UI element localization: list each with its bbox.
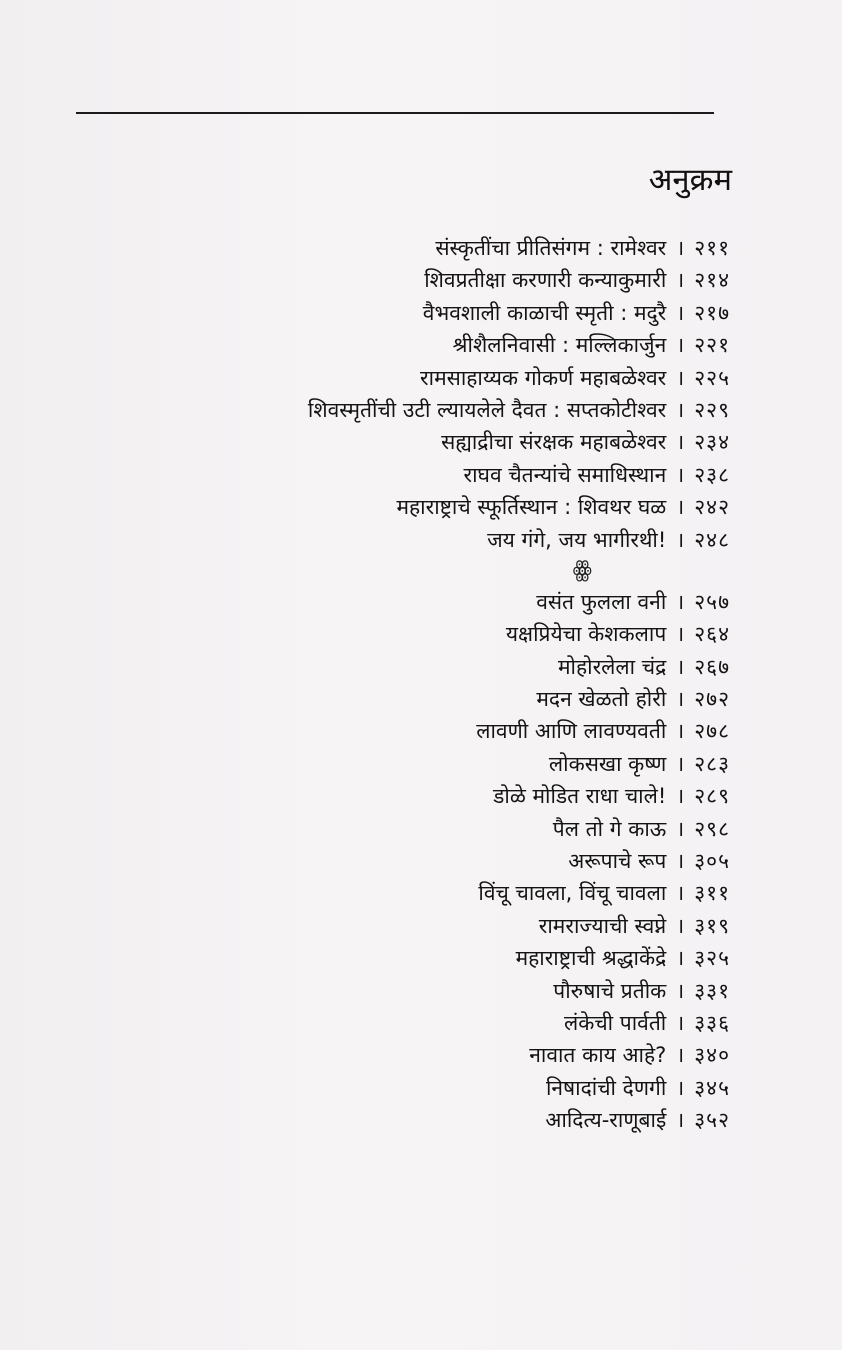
- toc-entry-title: पैल तो गे काऊ: [552, 816, 667, 841]
- toc-entry-title: आदित्य-राणूबाई: [545, 1108, 667, 1133]
- toc-entry-title: सह्याद्रीचा संरक्षक महाबळेश्वर: [441, 430, 667, 455]
- toc-entry-page-number: २७२: [694, 687, 730, 712]
- toc-entry-title: वैभवशाली काळाची स्मृती : मदुरै: [422, 300, 667, 325]
- toc-entry-title: राघव चैतन्यांचे समाधिस्थान: [463, 462, 667, 487]
- toc-entry-page-number: २२९: [694, 397, 730, 422]
- toc-entry-page-number: २११: [694, 236, 730, 260]
- toc-entry-page-number: ३०५: [694, 849, 730, 874]
- toc-entry-separator: ।: [676, 589, 685, 614]
- toc-entry: [90, 975, 730, 1007]
- toc-entry: [90, 1104, 730, 1136]
- toc-entry: [90, 715, 730, 747]
- toc-entry-separator: ।: [676, 495, 685, 520]
- toc-entry-separator: ।: [676, 849, 685, 874]
- toc-entry-page-number: २२१: [694, 333, 730, 358]
- toc-entry-page-number: २८९: [694, 784, 730, 809]
- toc-entry-separator: ।: [676, 654, 685, 679]
- toc-entry: [90, 1072, 730, 1104]
- toc-entry-separator: ।: [676, 1075, 685, 1100]
- toc-entry-page-number: ३५२: [694, 1108, 730, 1133]
- toc-entry-page-number: २४८: [694, 527, 730, 552]
- toc-entry: [90, 297, 730, 329]
- toc-entry-page-number: २६४: [694, 622, 730, 647]
- toc-entry: [90, 524, 730, 556]
- toc-entry-title: वसंत फुलला वनी: [536, 589, 667, 614]
- toc-entry-separator: ।: [676, 881, 685, 906]
- toc-entry-separator: ।: [676, 1108, 685, 1133]
- toc-entry-title: यक्षप्रियेचा केशकलाप: [505, 622, 667, 647]
- toc-entry-separator: ।: [676, 268, 685, 293]
- toc-entry-page-number: २३८: [694, 462, 730, 487]
- toc-entry-separator: ।: [676, 1043, 685, 1068]
- toc-entry-title: महाराष्ट्राचे स्फूर्तिस्थान : शिवथर घळ: [396, 495, 667, 520]
- toc-entry: [90, 1039, 730, 1071]
- toc-entry-separator: ।: [676, 622, 685, 647]
- toc-entry-title: मोहोरलेला चंद्र: [558, 654, 667, 679]
- toc-entry: [90, 942, 730, 974]
- toc-entry: [90, 813, 730, 845]
- toc-entry-page-number: २८३: [694, 751, 730, 776]
- toc-entry: [90, 618, 730, 650]
- toc-entry: [90, 459, 730, 491]
- toc-entry-page-number: २३४: [694, 430, 730, 455]
- toc-entry-title: रामसाहाय्यक गोकर्ण महाबळेश्वर: [420, 365, 667, 390]
- toc-entry-title: लोकसखा कृष्ण: [548, 751, 667, 776]
- toc-entry: [90, 910, 730, 942]
- toc-entry-page-number: ३३१: [694, 978, 730, 1003]
- toc-entry: [90, 845, 730, 877]
- toc-entry-page-number: २९८: [694, 816, 730, 841]
- section-divider-ornament: ꙮ: [572, 557, 592, 583]
- toc-entry-page-number: ३११: [694, 881, 730, 906]
- toc-entry-title: शिवप्रतीक्षा करणारी कन्याकुमारी: [424, 268, 667, 293]
- toc-entry: [90, 329, 730, 361]
- toc-entry-separator: ।: [676, 527, 685, 552]
- toc-entry-page-number: २६७: [694, 654, 730, 679]
- toc-entry-title: डोळे मोडित राधा चाले!: [493, 784, 667, 809]
- toc-entry: [90, 362, 730, 394]
- toc-entry-page-number: २१७: [694, 300, 730, 325]
- table-of-contents: [90, 232, 730, 1137]
- toc-entry-separator: ।: [676, 365, 685, 390]
- toc-entry-title: लावणी आणि लावण्यवती: [476, 719, 667, 744]
- toc-entry-title: पौरुषाचे प्रतीक: [553, 978, 667, 1003]
- toc-entry-title: मदन खेळतो होरी: [536, 687, 667, 712]
- toc-entry-separator: ।: [676, 236, 685, 260]
- toc-entry-page-number: ३२५: [694, 946, 730, 971]
- toc-entry-separator: ।: [676, 751, 685, 776]
- toc-entry-page-number: २४२: [694, 495, 730, 520]
- toc-entry-separator: ।: [676, 978, 685, 1003]
- toc-entry-separator: ।: [676, 333, 685, 358]
- toc-entry-title: लंकेची पार्वती: [563, 1010, 667, 1035]
- toc-entry-page-number: ३४५: [694, 1075, 730, 1100]
- toc-entry-title: शिवस्मृतींची उटी ल्यायलेले दैवत : सप्तकोटीश्वर: [307, 397, 667, 422]
- toc-entry: [90, 780, 730, 812]
- toc-entry: [90, 264, 730, 296]
- toc-entry-title: श्रीशैलनिवासी : मल्लिकार्जुन: [452, 333, 667, 358]
- toc-entry-title: अरूपाचे रूप: [568, 849, 667, 874]
- toc-entry-separator: ।: [676, 397, 685, 422]
- toc-entry-separator: ।: [676, 300, 685, 325]
- toc-entry: [90, 877, 730, 909]
- toc-entry-separator: ।: [676, 1010, 685, 1035]
- toc-entry-page-number: २५७: [694, 589, 730, 614]
- toc-entry-page-number: ३३६: [694, 1010, 730, 1035]
- toc-entry: [90, 586, 730, 618]
- toc-entry-separator: ।: [676, 816, 685, 841]
- toc-entry: [90, 683, 730, 715]
- top-rule: [76, 112, 714, 114]
- toc-entry-page-number: ३१९: [694, 913, 730, 938]
- toc-entry-title: रामराज्याची स्वप्ने: [538, 913, 667, 938]
- toc-entry-page-number: ३४०: [694, 1043, 730, 1068]
- toc-entry-separator: ।: [676, 946, 685, 971]
- toc-entry-page-number: २२५: [694, 365, 730, 390]
- toc-entry: [90, 232, 730, 264]
- toc-entry-title: जय गंगे, जय भागीरथी!: [487, 527, 667, 552]
- toc-entry: [90, 491, 730, 523]
- toc-entry-title: संस्कृतींचा प्रीतिसंगम : रामेश्वर: [435, 236, 667, 260]
- toc-entry-separator: ।: [676, 784, 685, 809]
- toc-entry-title: निषादांची देणगी: [545, 1075, 667, 1100]
- toc-entry-title: नावात काय आहे?: [529, 1043, 667, 1068]
- toc-entry: [90, 748, 730, 780]
- toc-entry: [90, 394, 730, 426]
- toc-section-2: [90, 586, 730, 1137]
- toc-entry-page-number: २७८: [694, 719, 730, 744]
- toc-entry: [90, 1007, 730, 1039]
- toc-entry: [90, 651, 730, 683]
- toc-entry-separator: ।: [676, 462, 685, 487]
- page-title: अनुक्रम: [648, 162, 732, 198]
- toc-entry-separator: ।: [676, 719, 685, 744]
- toc-entry-page-number: २१४: [694, 268, 730, 293]
- toc-entry: [90, 426, 730, 458]
- toc-entry-separator: ।: [676, 687, 685, 712]
- toc-entry-separator: ।: [676, 913, 685, 938]
- toc-entry-separator: ।: [676, 430, 685, 455]
- toc-entry-title: महाराष्ट्राची श्रद्धाकेंद्रे: [515, 946, 667, 971]
- toc-entry-title: विंचू चावला, विंचू चावला: [478, 881, 667, 906]
- toc-section-1: [90, 232, 730, 556]
